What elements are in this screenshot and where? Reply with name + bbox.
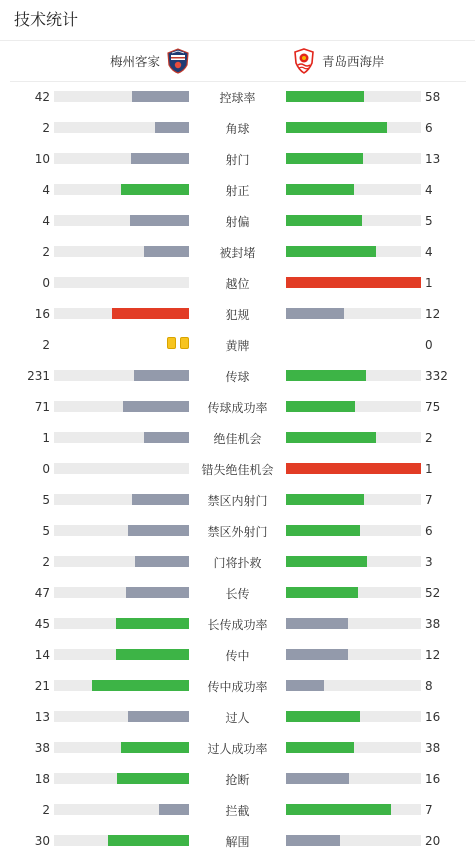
- home-bar-track: [54, 246, 189, 257]
- away-bar-fill: [286, 463, 421, 474]
- home-bar-fill: [126, 587, 189, 598]
- page-title: 技术统计: [14, 10, 79, 29]
- home-bar-track: [54, 184, 189, 195]
- home-bar-fill: [108, 835, 189, 846]
- away-value: 332: [425, 369, 448, 383]
- home-bar-fill: [117, 773, 189, 784]
- away-value: 6: [425, 524, 433, 538]
- home-value: 2: [42, 555, 50, 569]
- home-yellow-cards: [167, 337, 189, 349]
- home-bar-fill: [132, 494, 189, 505]
- home-bar-fill: [112, 308, 189, 319]
- away-bar-track: [286, 184, 421, 195]
- away-bar-fill: [286, 401, 355, 412]
- away-value: 16: [425, 772, 441, 786]
- home-value: 45: [34, 617, 50, 631]
- teams-header: [10, 42, 466, 80]
- stat-row: [0, 670, 475, 701]
- yellow-card-icon: [167, 337, 176, 349]
- away-bar-track: [286, 401, 421, 412]
- away-bar-fill: [286, 835, 340, 846]
- home-value: 0: [42, 276, 50, 290]
- stat-label: 门将扑救: [213, 556, 262, 570]
- away-value: 20: [425, 834, 441, 848]
- away-bar-track: [286, 804, 421, 815]
- stat-label: 传中成功率: [207, 680, 268, 694]
- away-bar-track: [286, 773, 421, 784]
- away-bar-fill: [286, 432, 376, 443]
- away-bar-fill: [286, 277, 421, 288]
- stat-row: [0, 701, 475, 732]
- home-bar-track: [54, 649, 189, 660]
- stat-label: 错失绝佳机会: [201, 463, 274, 477]
- away-bar-fill: [286, 153, 363, 164]
- home-bar-track: [54, 432, 189, 443]
- home-value: 18: [34, 772, 50, 786]
- home-value: 16: [34, 307, 50, 321]
- away-bar-track: [286, 215, 421, 226]
- home-bar-track: [54, 618, 189, 629]
- home-bar-fill: [116, 618, 189, 629]
- yellow-card-icon: [180, 337, 189, 349]
- stat-label: 角球: [225, 122, 250, 136]
- stat-label: 射偏: [225, 215, 250, 229]
- home-team[interactable]: [110, 48, 190, 74]
- away-bar-track: [286, 277, 421, 288]
- home-value: 2: [42, 121, 50, 135]
- away-value: 4: [425, 183, 433, 197]
- stat-row: [0, 174, 475, 205]
- stat-row: [0, 422, 475, 453]
- stat-row: [0, 205, 475, 236]
- stat-label: 长传成功率: [207, 618, 268, 632]
- away-bar-track: [286, 432, 421, 443]
- stat-row: [0, 143, 475, 174]
- home-bar-fill: [116, 649, 189, 660]
- away-value: 1: [425, 462, 433, 476]
- away-bar-track: [286, 835, 421, 846]
- away-value: 12: [425, 648, 441, 662]
- home-bar-track: [54, 525, 189, 536]
- away-value: 38: [425, 617, 441, 631]
- stat-label: 禁区内射门: [207, 494, 268, 508]
- home-bar-track: [54, 556, 189, 567]
- stat-row: [0, 236, 475, 267]
- home-bar-track: [54, 463, 189, 474]
- home-bar-fill: [128, 525, 189, 536]
- away-value: 58: [425, 90, 441, 104]
- home-value: 5: [42, 493, 50, 507]
- qingdao-west-coast-crest-icon: [292, 48, 316, 74]
- away-bar-fill: [286, 370, 366, 381]
- home-bar-fill: [121, 742, 189, 753]
- away-bar-track: [286, 153, 421, 164]
- away-bar-fill: [286, 649, 348, 660]
- away-bar-fill: [286, 556, 367, 567]
- home-value: 38: [34, 741, 50, 755]
- stat-label: 黄牌: [225, 339, 250, 353]
- away-bar-fill: [286, 525, 360, 536]
- home-value: 21: [34, 679, 50, 693]
- away-bar-fill: [286, 680, 324, 691]
- stat-row: [0, 484, 475, 515]
- home-value: 1: [42, 431, 50, 445]
- stat-label: 传球: [225, 370, 250, 384]
- home-bar-track: [54, 835, 189, 846]
- stat-label: 长传: [225, 587, 250, 601]
- home-team-name: 梅州客家: [109, 54, 160, 69]
- stat-row: [0, 360, 475, 391]
- home-value: 5: [42, 524, 50, 538]
- home-value: 4: [42, 183, 50, 197]
- home-value: 2: [42, 338, 50, 352]
- home-bar-fill: [144, 246, 189, 257]
- stat-row: [0, 329, 475, 360]
- home-bar-fill: [123, 401, 189, 412]
- home-bar-track: [54, 370, 189, 381]
- away-bar-track: [286, 711, 421, 722]
- stat-label: 禁区外射门: [207, 525, 268, 539]
- stat-row: [0, 763, 475, 794]
- away-bar-track: [286, 618, 421, 629]
- away-bar-track: [286, 122, 421, 133]
- away-bar-track: [286, 370, 421, 381]
- home-bar-fill: [130, 215, 189, 226]
- home-value: 71: [34, 400, 50, 414]
- away-value: 4: [425, 245, 433, 259]
- stat-row: [0, 298, 475, 329]
- away-bar-track: [286, 525, 421, 536]
- away-bar-track: [286, 494, 421, 505]
- away-team[interactable]: [292, 48, 385, 74]
- away-bar-fill: [286, 587, 358, 598]
- home-value: 2: [42, 245, 50, 259]
- away-bar-fill: [286, 308, 344, 319]
- away-bar-fill: [286, 246, 376, 257]
- home-bar-fill: [155, 122, 189, 133]
- away-bar-fill: [286, 773, 349, 784]
- home-bar-track: [54, 680, 189, 691]
- home-bar-track: [54, 773, 189, 784]
- away-bar-track: [286, 680, 421, 691]
- stat-label: 控球率: [219, 91, 256, 105]
- meizhou-hakka-crest-icon: [166, 48, 190, 74]
- stat-label: 越位: [225, 277, 250, 291]
- home-bar-track: [54, 122, 189, 133]
- stat-label: 抢断: [225, 773, 250, 787]
- away-bar-track: [286, 308, 421, 319]
- stat-label: 被封堵: [219, 246, 256, 260]
- away-value: 1: [425, 276, 433, 290]
- home-value: 42: [34, 90, 50, 104]
- home-bar-fill: [135, 556, 189, 567]
- home-bar-track: [54, 153, 189, 164]
- home-bar-fill: [128, 711, 189, 722]
- stat-label: 射门: [225, 153, 250, 167]
- away-value: 7: [425, 493, 433, 507]
- home-bar-track: [54, 742, 189, 753]
- home-bar-track: [54, 711, 189, 722]
- stat-label: 犯规: [225, 308, 250, 322]
- home-bar-track: [54, 587, 189, 598]
- home-bar-track: [54, 401, 189, 412]
- home-bar-track: [54, 308, 189, 319]
- away-bar-fill: [286, 494, 364, 505]
- home-value: 47: [34, 586, 50, 600]
- stat-row: [0, 794, 475, 825]
- away-bar-track: [286, 463, 421, 474]
- away-bar-fill: [286, 618, 348, 629]
- stat-row: [0, 546, 475, 577]
- stat-row: [0, 267, 475, 298]
- home-bar-track: [54, 215, 189, 226]
- away-bar-track: [286, 742, 421, 753]
- home-bar-fill: [131, 153, 189, 164]
- away-bar-fill: [286, 711, 360, 722]
- away-value: 2: [425, 431, 433, 445]
- stat-row: [0, 112, 475, 143]
- stat-row: [0, 453, 475, 484]
- away-value: 12: [425, 307, 441, 321]
- away-bar-fill: [286, 184, 354, 195]
- stat-row: [0, 639, 475, 670]
- home-bar-track: [54, 494, 189, 505]
- away-value: 75: [425, 400, 441, 414]
- stat-row: [0, 825, 475, 856]
- home-value: 13: [34, 710, 50, 724]
- away-value: 16: [425, 710, 441, 724]
- title-divider: [0, 40, 475, 41]
- home-value: 2: [42, 803, 50, 817]
- stat-row: [0, 515, 475, 546]
- away-bar-track: [286, 587, 421, 598]
- home-bar-fill: [121, 184, 189, 195]
- home-bar-fill: [134, 370, 189, 381]
- stat-label: 过人成功率: [207, 742, 268, 756]
- away-bar-track: [286, 649, 421, 660]
- home-bar-track: [54, 91, 189, 102]
- away-team-name: 青岛西海岸: [322, 54, 385, 69]
- stat-row: [0, 391, 475, 422]
- home-value: 10: [34, 152, 50, 166]
- away-bar-fill: [286, 804, 391, 815]
- home-bar-track: [54, 277, 189, 288]
- away-bar-fill: [286, 91, 364, 102]
- home-bar-fill: [144, 432, 189, 443]
- away-value: 38: [425, 741, 441, 755]
- home-bar-track: [54, 804, 189, 815]
- away-value: 5: [425, 214, 433, 228]
- home-value: 14: [34, 648, 50, 662]
- away-value: 0: [425, 338, 433, 352]
- away-bar-fill: [286, 122, 387, 133]
- away-value: 7: [425, 803, 433, 817]
- stat-label: 射正: [225, 184, 250, 198]
- away-value: 13: [425, 152, 441, 166]
- home-bar-fill: [92, 680, 189, 691]
- away-value: 8: [425, 679, 433, 693]
- away-value: 52: [425, 586, 441, 600]
- away-bar-track: [286, 556, 421, 567]
- stat-row: [0, 81, 475, 112]
- stat-label: 过人: [225, 711, 250, 725]
- home-bar-fill: [132, 91, 189, 102]
- away-bar-track: [286, 246, 421, 257]
- home-value: 231: [27, 369, 50, 383]
- away-value: 6: [425, 121, 433, 135]
- stat-label: 绝佳机会: [213, 432, 262, 446]
- stat-label: 拦截: [225, 804, 250, 818]
- stat-label: 传中: [225, 649, 250, 663]
- away-bar-fill: [286, 215, 362, 226]
- home-value: 4: [42, 214, 50, 228]
- away-bar-track: [286, 91, 421, 102]
- stat-row: [0, 608, 475, 639]
- stat-row: [0, 732, 475, 763]
- home-value: 30: [34, 834, 50, 848]
- home-value: 0: [42, 462, 50, 476]
- stat-row: [0, 577, 475, 608]
- away-bar-fill: [286, 742, 354, 753]
- stat-label: 解围: [225, 835, 250, 849]
- away-value: 3: [425, 555, 433, 569]
- stat-label: 传球成功率: [207, 401, 268, 415]
- home-bar-fill: [159, 804, 189, 815]
